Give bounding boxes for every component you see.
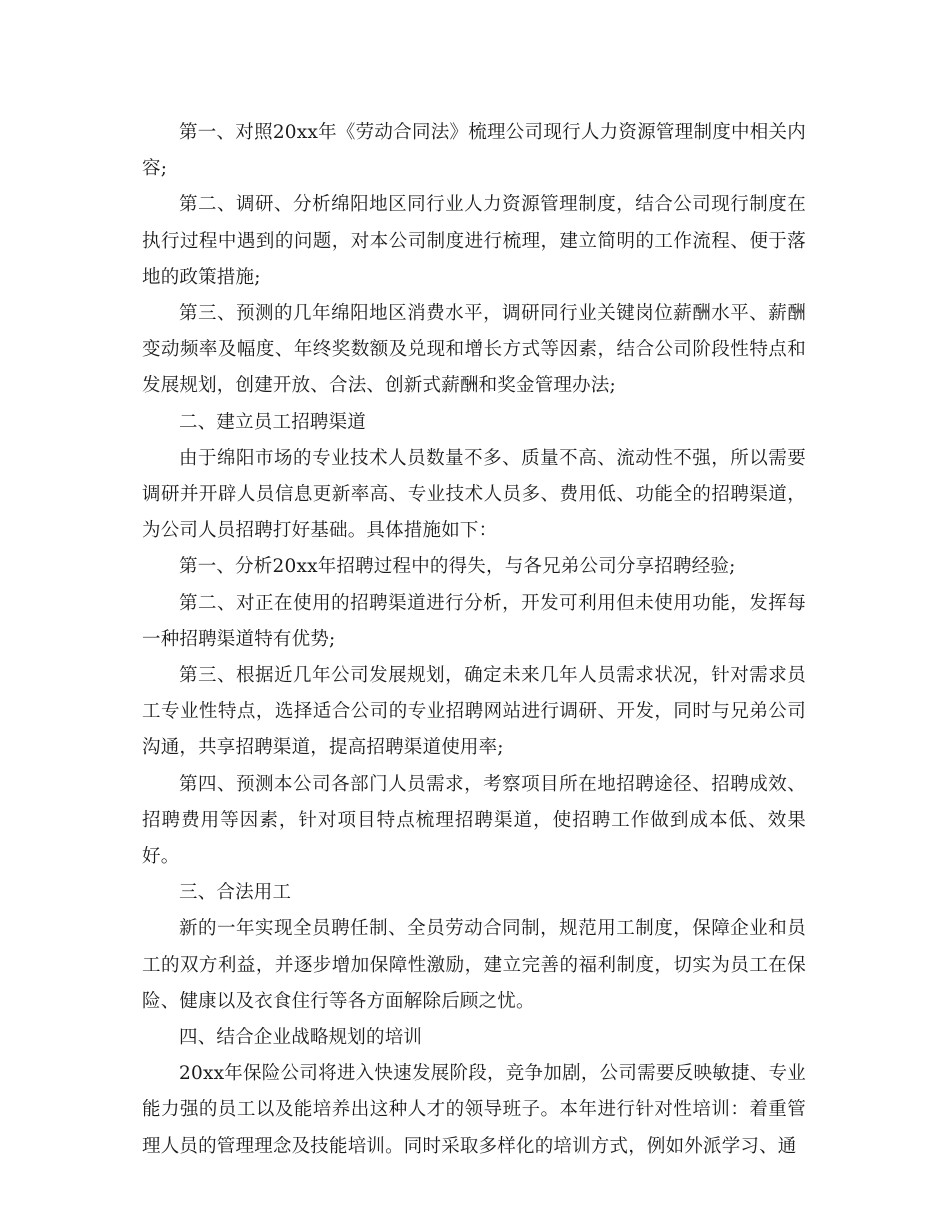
section-heading-legal-employment: 三、合法用工: [179, 882, 292, 904]
section-heading-recruitment: 二、建立员工招聘渠道: [179, 411, 367, 433]
section-heading-training: 四、结合企业战略规划的培训: [179, 1027, 423, 1049]
paragraph-7: 第二、对正在使用的招聘渠道进行分析，开发可利用但未使用功能，发挥每一种招聘渠道特有优势;: [142, 592, 806, 650]
paragraph-1: 第一、对照20xx年《劳动合同法》梳理公司现行人力资源管理制度中相关内容;: [142, 122, 806, 180]
paragraph-9: 第四、预测本公司各部门人员需求，考察项目所在地招聘途径、招聘成效、招聘费用等因素，针对项目特点梳理招聘渠道，使招聘工作做到成本低、效果好。: [142, 773, 806, 868]
document-body: [142, 115, 806, 1165]
paragraph-2: 第二、调研、分析绵阳地区同行业人力资源管理制度，结合公司现行制度在执行过程中遇到的问题，对本公司制度进行梳理，建立简明的工作流程、便于落地的政策措施;: [142, 194, 806, 288]
paragraph-8: 第三、根据近几年公司发展规划，确定未来几年人员需求状况，针对需求员工专业性特点，选择适合公司的专业招聘网站进行调研、开发，同时与兄弟公司沟通，共享招聘渠道，提高招聘渠道使用率;: [142, 665, 806, 759]
paragraph-5: 由于绵阳市场的专业技术人员数量不多、质量不高、流动性不强，所以需要调研并开辟人员信息更新率高、专业技术人员多、费用低、功能全的招聘渠道，为公司人员招聘打好基础。具体措施如下：: [142, 447, 806, 542]
paragraph-6: 第一、分析20xx年招聘过程中的得失，与各兄弟公司分享招聘经验;: [179, 556, 736, 578]
paragraph-11: 新的一年实现全员聘任制、全员劳动合同制，规范用工制度，保障企业和员工的双方利益，并逐步增加保障性激励，建立完善的福利制度，切实为员工在保险、健康以及衣食住行等各方面解除后顾之忧。: [142, 918, 806, 1012]
paragraph-13: 20xx年保险公司将进入快速发展阶段，竞争加剧，公司需要反映敏捷、专业能力强的员工以及能培养出这种人才的领导班子。本年进行针对性培训：着重管理人员的管理理念及技能培训。同时采取多样化的培训方式，例如外派学习、通: [142, 1063, 806, 1157]
paragraph-3: 第三、预测的几年绵阳地区消费水平，调研同行业关键岗位薪酬水平、薪酬变动频率及幅度、年终奖数额及兑现和增长方式等因素，结合公司阶段性特点和发展规划，创建开放、合法、创新式薪酬和奖金管理办法;: [142, 303, 806, 397]
